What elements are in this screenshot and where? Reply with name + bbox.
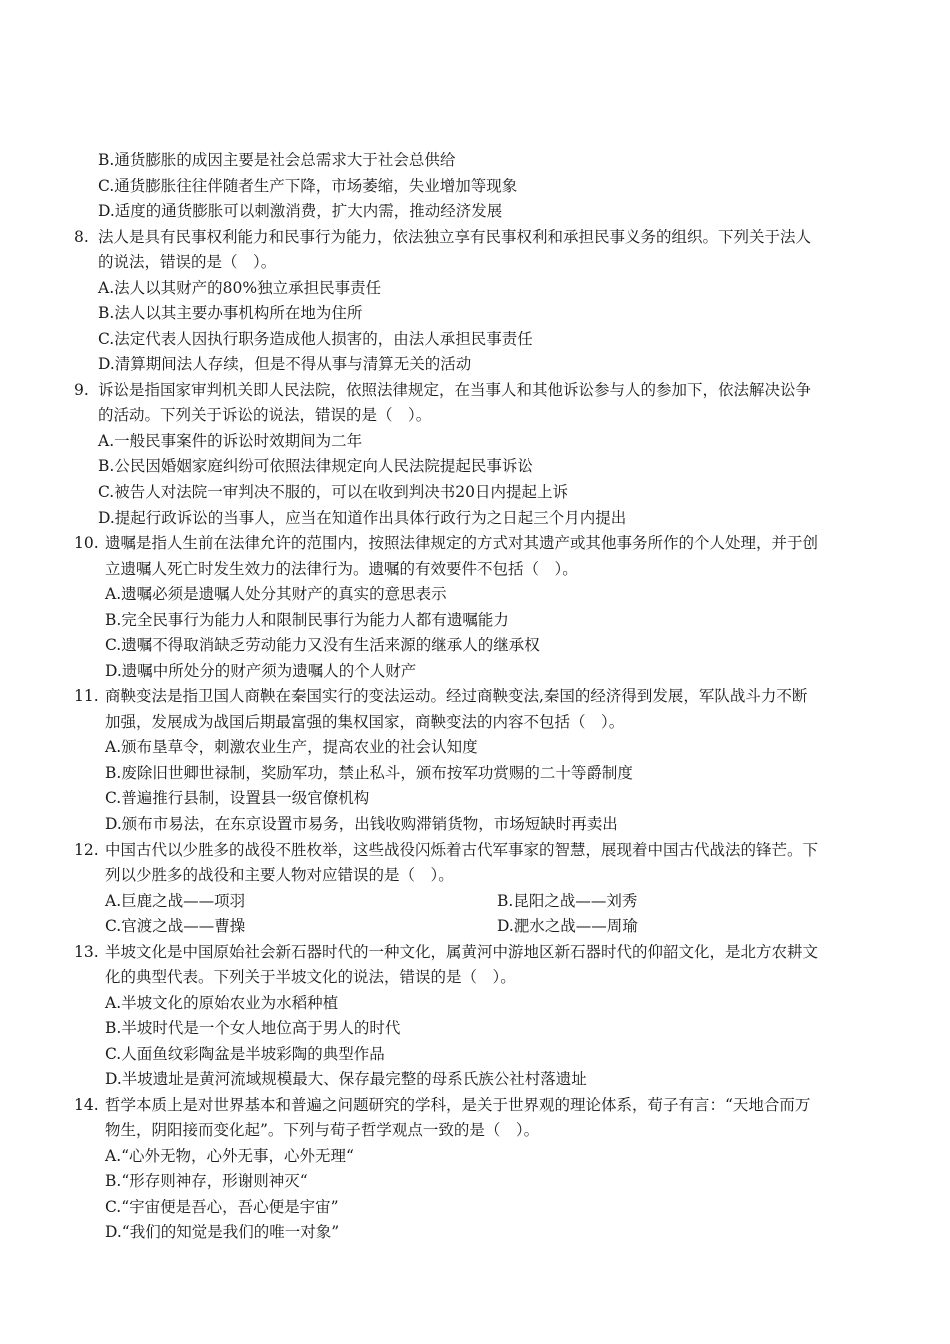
question-number: 9. xyxy=(74,381,89,399)
option-c: C.法定代表人因执行职务造成他人损害的，由法人承担民事责任 xyxy=(98,330,533,348)
option-a: A.法人以其财产的80%独立承担民事责任 xyxy=(98,279,382,297)
option-c: C.“宇宙便是吾心，吾心便是宇宙” xyxy=(105,1198,339,1216)
option-a: A.一般民事案件的诉讼时效期间为二年 xyxy=(98,432,363,450)
option-a: A.半坡文化的原始农业为水稻种植 xyxy=(105,994,339,1012)
option-b: B.废除旧世卿世禄制，奖励军功，禁止私斗，颁布按军功赏赐的二十等爵制度 xyxy=(105,764,633,782)
option-c: C.遗嘱不得取消缺乏劳动能力又没有生活来源的继承人的继承权 xyxy=(105,636,540,654)
question-stem: 的活动。下列关于诉讼的说法，错误的是（ ）。 xyxy=(98,406,432,424)
question-stem: 遗嘱是指人生前在法律允许的范围内，按照法律规定的方式对其遗产或其他事务所作的个人处理，并于创 xyxy=(105,534,819,552)
option-a: A.遗嘱必须是遗嘱人处分其财产的真实的意思表示 xyxy=(105,585,447,603)
option-a: A.巨鹿之战——项羽 xyxy=(105,892,246,910)
option-c: C.官渡之战——曹操 xyxy=(105,917,246,935)
question-stem: 立遗嘱人死亡时发生效力的法律行为。遗嘱的有效要件不包括（ ）。 xyxy=(105,560,578,578)
option-b: B.“形存则神存，形谢则神灭“ xyxy=(105,1172,308,1190)
question-stem: 诉讼是指国家审判机关即人民法院，依照法律规定，在当事人和其他诉讼参与人的参加下，依法解决讼争 xyxy=(98,381,812,399)
question-stem: 中国古代以少胜多的战役不胜枚举，这些战役闪烁着古代军事家的智慧，展现着中国古代战法的锋芒。下 xyxy=(105,841,819,859)
question-number: 11. xyxy=(74,687,99,705)
option-b: B.法人以其主要办事机构所在地为住所 xyxy=(98,304,363,322)
question-stem: 加强，发展成为战国后期最富强的集权国家，商鞅变法的内容不包括（ ）。 xyxy=(105,713,625,731)
question-number: 8. xyxy=(74,228,89,246)
option-d: D.提起行政诉讼的当事人，应当在知道作出具体行政行为之日起三个月内提出 xyxy=(98,509,627,527)
option-b: B.公民因婚姻家庭纠纷可依照法律规定向人民法院提起民事诉讼 xyxy=(98,457,533,475)
question-stem: 的说法，错误的是（ ）。 xyxy=(98,253,277,271)
question-stem: 化的典型代表。下列关于半坡文化的说法，错误的是（ ）。 xyxy=(105,968,516,986)
question-stem: 商鞅变法是指卫国人商鞅在秦国实行的变法运动。经过商鞅变法,秦国的经济得到发展，军队战斗力不断 xyxy=(105,687,808,705)
option-a: A.“心外无物，心外无事，心外无理“ xyxy=(105,1147,354,1165)
option-b: B.通货膨胀的成因主要是社会总需求大于社会总供给 xyxy=(98,151,456,169)
question-stem: 列以少胜多的战役和主要人物对应错误的是（ ）。 xyxy=(105,866,454,884)
question-number: 14. xyxy=(74,1096,99,1114)
question-stem: 哲学本质上是对世界基本和普遍之问题研究的学科，是关于世界观的理论体系，荀子有言：“天地合而万 xyxy=(105,1096,811,1114)
option-a: A.颁布垦草令，刺激农业生产，提高农业的社会认知度 xyxy=(105,738,478,756)
option-c: C.普遍推行县制，设置县一级官僚机构 xyxy=(105,789,370,807)
question-stem: 物生，阴阳接而变化起”。下列与荀子哲学观点一致的是（ ）。 xyxy=(105,1121,540,1139)
option-d: D.淝水之战——周瑜 xyxy=(497,917,638,935)
question-stem: 法人是具有民事权利能力和民事行为能力，依法独立享有民事权利和承担民事义务的组织。下列关于法人 xyxy=(98,228,812,246)
option-d: D.清算期间法人存续，但是不得从事与清算无关的活动 xyxy=(98,355,472,373)
option-b: B.昆阳之战——刘秀 xyxy=(497,892,638,910)
option-d: D.“我们的知觉是我们的唯一对象” xyxy=(105,1223,340,1241)
question-number: 12. xyxy=(74,841,99,859)
option-b: B.半坡时代是一个女人地位高于男人的时代 xyxy=(105,1019,401,1037)
question-number: 13. xyxy=(74,943,99,961)
option-c: C.被告人对法院一审判决不服的，可以在收到判决书20日内提起上诉 xyxy=(98,483,568,501)
option-c: C.通货膨胀往往伴随者生产下降，市场萎缩，失业增加等现象 xyxy=(98,177,518,195)
question-stem: 半坡文化是中国原始社会新石器时代的一种文化，属黄河中游地区新石器时代的仰韶文化，是北方农耕文 xyxy=(105,943,819,961)
option-d: D.遗嘱中所处分的财产须为遗嘱人的个人财产 xyxy=(105,662,417,680)
option-d: D.半坡遗址是黄河流域规模最大、保存最完整的母系氏族公社村落遗址 xyxy=(105,1070,587,1088)
option-d: D.适度的通货膨胀可以刺激消费，扩大内需，推动经济发展 xyxy=(98,202,503,220)
question-number: 10. xyxy=(74,534,99,552)
option-d: D.颁布市易法，在东京设置市易务，出钱收购滞销货物，市场短缺时再卖出 xyxy=(105,815,618,833)
option-b: B.完全民事行为能力人和限制民事行为能力人都有遗嘱能力 xyxy=(105,611,509,629)
option-c: C.人面鱼纹彩陶盆是半坡彩陶的典型作品 xyxy=(105,1045,385,1063)
